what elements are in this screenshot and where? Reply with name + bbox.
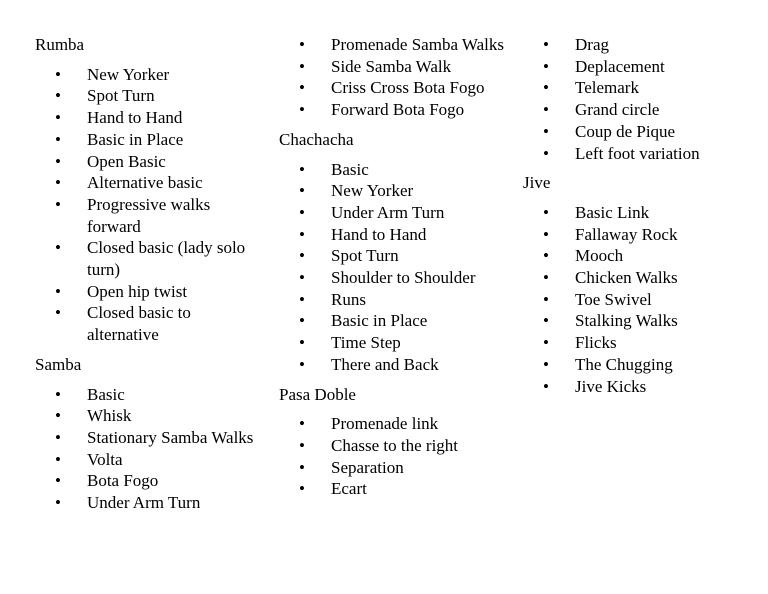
list-item-text: Telemark <box>575 78 639 98</box>
bullet-icon: • <box>543 246 549 266</box>
list-item-text: New Yorker <box>331 181 414 201</box>
bullet-icon: • <box>55 281 61 301</box>
list-item-text: Bota Fogo <box>87 471 159 491</box>
bullet-icon: • <box>55 384 61 404</box>
list-item-text: Basic <box>331 159 369 179</box>
bullet-icon: • <box>543 35 549 54</box>
list-item <box>523 143 761 165</box>
list-item <box>279 56 505 78</box>
list-item-text: Open Basic <box>87 151 166 171</box>
section-jive <box>523 172 761 397</box>
bullet-icon: • <box>55 303 61 323</box>
list-item-text: Chasse to the right <box>331 435 459 455</box>
dance-figure-list <box>35 384 261 514</box>
list-item-text: Grand circle <box>575 100 660 120</box>
bullet-icon: • <box>299 435 305 455</box>
section-pasa-doble-continued <box>523 34 761 164</box>
section-heading: Pasa Doble <box>279 384 356 404</box>
list-item-text: Side Samba Walk <box>331 56 452 76</box>
list-item <box>35 107 261 129</box>
list-item <box>35 64 261 86</box>
bullet-icon: • <box>543 354 549 374</box>
list-item <box>523 245 761 267</box>
list-item <box>35 492 261 514</box>
list-item-text: Jive Kicks <box>575 376 647 396</box>
list-item <box>523 310 761 332</box>
list-item-text: Deplacement <box>575 56 665 76</box>
list-item <box>279 310 505 332</box>
column-2 <box>279 34 505 508</box>
section-heading: Samba <box>35 354 82 374</box>
list-item-text: There and Back <box>331 354 439 374</box>
list-item <box>35 194 261 237</box>
list-item <box>523 224 761 246</box>
list-item <box>523 202 761 224</box>
list-item <box>523 267 761 289</box>
list-item <box>35 449 261 471</box>
bullet-icon: • <box>55 238 61 258</box>
list-item <box>279 180 505 202</box>
list-item-text: Promenade Samba Walks <box>331 35 505 54</box>
bullet-icon: • <box>299 202 305 222</box>
list-item-text: Spot Turn <box>87 86 155 106</box>
bullet-icon: • <box>543 289 549 309</box>
list-item-text: Closed basic to alternative <box>87 303 191 345</box>
bullet-icon: • <box>299 333 305 353</box>
bullet-icon: • <box>543 268 549 288</box>
list-item-text: Time Step <box>331 333 401 353</box>
bullet-icon: • <box>55 151 61 171</box>
list-item-text: Separation <box>331 457 404 477</box>
list-item-text: Hand to Hand <box>331 224 427 244</box>
bullet-icon: • <box>55 449 61 469</box>
bullet-icon: • <box>299 35 305 54</box>
bullet-icon: • <box>299 181 305 201</box>
list-item-text: Toe Swivel <box>575 289 652 309</box>
section-heading: Jive <box>523 173 551 193</box>
bullet-icon: • <box>543 56 549 76</box>
list-item <box>35 129 261 151</box>
bullet-icon: • <box>299 311 305 331</box>
bullet-icon: • <box>55 129 61 149</box>
dance-figure-list <box>523 202 761 397</box>
list-item <box>279 354 505 376</box>
dance-figure-list <box>279 413 505 500</box>
list-item <box>279 99 505 121</box>
bullet-icon: • <box>543 376 549 396</box>
list-item <box>523 99 761 121</box>
list-item-text: Closed basic (lady solo turn) <box>87 238 246 280</box>
bullet-icon: • <box>543 202 549 222</box>
list-item-text: Progressive walks forward <box>87 194 211 236</box>
list-item <box>35 470 261 492</box>
bullet-icon: • <box>55 194 61 214</box>
list-item <box>523 77 761 99</box>
list-item <box>279 202 505 224</box>
bullet-icon: • <box>55 108 61 128</box>
list-item <box>35 384 261 406</box>
bullet-icon: • <box>55 64 61 84</box>
bullet-icon: • <box>543 311 549 331</box>
list-item-text: Coup de Pique <box>575 121 676 141</box>
list-item <box>35 237 261 280</box>
list-item <box>279 435 505 457</box>
list-item-text: Basic <box>87 384 125 404</box>
bullet-icon: • <box>299 246 305 266</box>
bullet-icon: • <box>55 427 61 447</box>
list-item-text: Alternative basic <box>87 173 203 193</box>
list-item-text: Hand to Hand <box>87 108 183 128</box>
list-item-text: Mooch <box>575 246 624 266</box>
list-item-text: Spot Turn <box>331 246 399 266</box>
bullet-icon: • <box>299 159 305 179</box>
list-item-text: Drag <box>575 35 609 54</box>
list-item-text: Chicken Walks <box>575 268 678 288</box>
list-item <box>279 478 505 500</box>
list-item <box>35 405 261 427</box>
bullet-icon: • <box>543 100 549 120</box>
section-chachacha <box>279 129 505 376</box>
list-item <box>279 159 505 181</box>
column-3 <box>523 34 761 405</box>
list-item <box>523 34 761 56</box>
list-item-text: Criss Cross Bota Fogo <box>331 78 485 98</box>
list-item-text: Open hip twist <box>87 281 188 301</box>
bullet-icon: • <box>299 457 305 477</box>
list-item <box>35 172 261 194</box>
column-1 <box>35 34 261 522</box>
list-item-text: Stationary Samba Walks <box>87 427 254 447</box>
section-heading: Rumba <box>35 35 85 54</box>
list-item <box>523 354 761 376</box>
list-item-text: Under Arm Turn <box>87 493 201 513</box>
list-item-text: Volta <box>87 449 123 469</box>
list-item <box>279 332 505 354</box>
bullet-icon: • <box>299 56 305 76</box>
list-item <box>279 267 505 289</box>
list-item-text: Promenade link <box>331 414 439 434</box>
list-item-text: Fallaway Rock <box>575 224 678 244</box>
list-item <box>279 224 505 246</box>
list-item <box>279 413 505 435</box>
bullet-icon: • <box>55 173 61 193</box>
bullet-icon: • <box>299 224 305 244</box>
bullet-icon: • <box>299 100 305 120</box>
bullet-icon: • <box>299 78 305 98</box>
list-item <box>35 302 261 345</box>
bullet-icon: • <box>543 224 549 244</box>
list-item-text: New Yorker <box>87 64 170 84</box>
bullet-icon: • <box>299 414 305 434</box>
section-rumba <box>35 34 261 346</box>
list-item <box>279 457 505 479</box>
list-item-text: The Chugging <box>575 354 673 374</box>
section-samba <box>35 354 261 514</box>
dance-figure-list <box>279 159 505 376</box>
bullet-icon: • <box>55 471 61 491</box>
list-item <box>523 289 761 311</box>
list-item <box>523 332 761 354</box>
list-item <box>35 151 261 173</box>
dance-figure-list <box>523 34 761 164</box>
section-samba-continued <box>279 34 505 121</box>
list-item <box>279 77 505 99</box>
dance-figure-list <box>279 34 505 121</box>
list-item <box>523 121 761 143</box>
list-item <box>279 245 505 267</box>
list-item-text: Basic in Place <box>87 129 184 149</box>
list-item-text: Under Arm Turn <box>331 202 445 222</box>
bullet-icon: • <box>55 86 61 106</box>
list-item <box>35 85 261 107</box>
list-item-text: Flicks <box>575 333 617 353</box>
bullet-icon: • <box>55 406 61 426</box>
list-item-text: Runs <box>331 289 366 309</box>
bullet-icon: • <box>543 121 549 141</box>
bullet-icon: • <box>299 354 305 374</box>
list-item <box>35 281 261 303</box>
bullet-icon: • <box>299 268 305 288</box>
bullet-icon: • <box>55 493 61 513</box>
list-item-text: Basic Link <box>575 202 650 222</box>
list-item-text: Whisk <box>87 406 132 426</box>
bullet-icon: • <box>543 143 549 163</box>
list-item <box>523 56 761 78</box>
bullet-icon: • <box>299 479 305 499</box>
list-item-text: Left foot variation <box>575 143 700 163</box>
dance-figure-list <box>35 64 261 346</box>
list-item-text: Forward Bota Fogo <box>331 100 465 120</box>
list-item-text: Shoulder to Shoulder <box>331 268 476 288</box>
bullet-icon: • <box>299 289 305 309</box>
section-heading: Chachacha <box>279 129 354 149</box>
list-item-text: Ecart <box>331 479 367 499</box>
list-item <box>35 427 261 449</box>
list-item <box>279 34 505 56</box>
bullet-icon: • <box>543 78 549 98</box>
list-item <box>523 376 761 398</box>
list-item-text: Stalking Walks <box>575 311 678 331</box>
list-item-text: Basic in Place <box>331 311 428 331</box>
section-pasa-doble <box>279 384 505 501</box>
list-item <box>279 289 505 311</box>
bullet-icon: • <box>543 333 549 353</box>
